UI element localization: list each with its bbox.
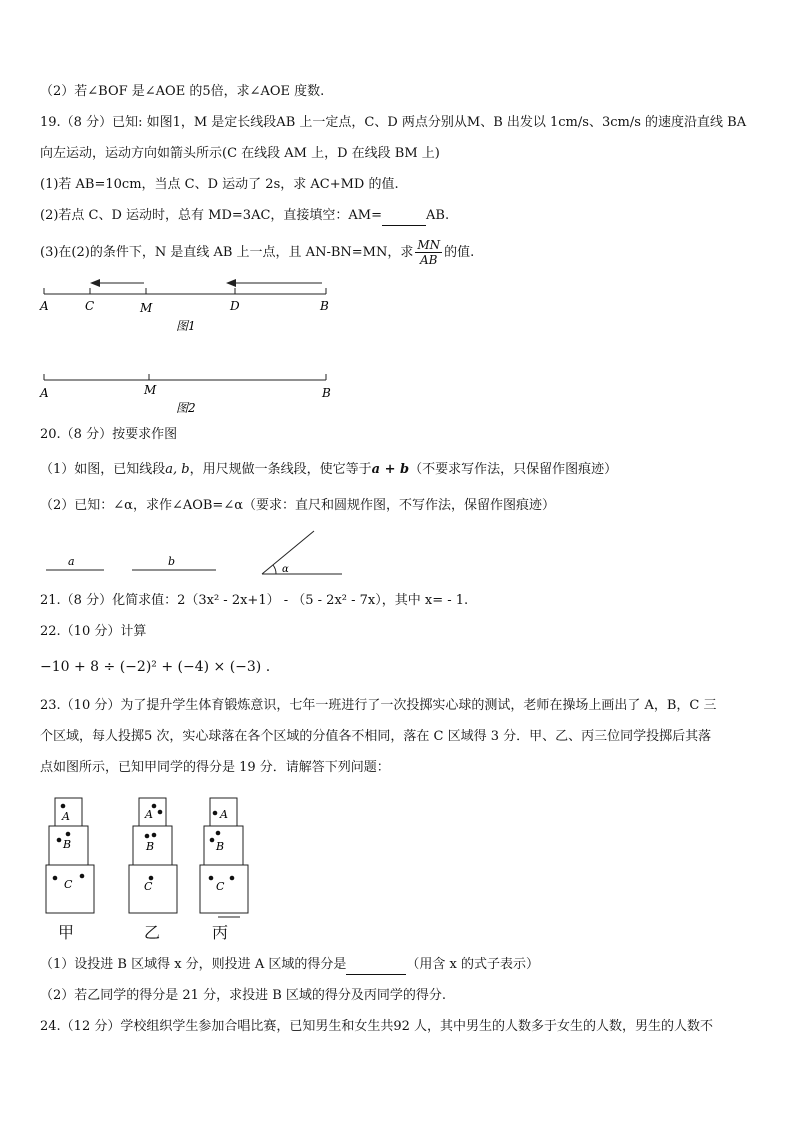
jia-label-a: A: [62, 810, 70, 823]
q20-part1-before: （1）如图，已知线段: [40, 462, 166, 477]
q22-expression: −10 + 8 ÷ (−2)² + (−4) × (−3) .: [40, 659, 271, 675]
q20-part1-expr: a + b: [371, 462, 410, 477]
bing-label-c: C: [216, 880, 225, 893]
q23-part1-after: （用含 x 的式子表示）: [406, 957, 539, 972]
yi-zone-c: [129, 865, 177, 913]
q23-part1-before: （1）设投进 B 区域得 x 分，则投进 A 区域的得分是: [40, 957, 347, 972]
q18-part2: （2）若∠BOF 是∠AOE 的5倍，求∠AOE 度数.: [40, 84, 325, 99]
q24-stem: 24.（12 分）学校组织学生参加合唱比赛，已知男生和女生共92 人，其中男生的人数多于女生的人数，男生的人数不: [40, 1019, 714, 1034]
yi-label-b: B: [146, 840, 155, 853]
q22-stem: 22.（10 分）计算: [40, 624, 147, 639]
q20-figure: [0, 525, 794, 580]
q20-part1: [40, 461, 617, 479]
q19-part3-before: (3)在(2)的条件下，N 是直线 AB 上一点，且 AN-BN=MN，求: [40, 245, 414, 260]
q20-stem: 20.（8 分）按要求作图: [40, 427, 178, 442]
q20-part1-vars: a, b: [165, 462, 190, 477]
q19-stem-line1: 19.（8 分）已知: 如图1，M 是定长线段AB 上一定点，C、D 两点分别从M、B 出发以 1cm/s、3cm/s 的速度沿直线 BA: [40, 115, 747, 130]
jia-label-b: B: [63, 838, 72, 851]
q19-part3-fraction: [415, 238, 442, 267]
q20-part2: （2）已知：∠α，求作∠AOB=∠α（要求：直尺和圆规作图，不写作法，保留作图痕迹）: [40, 498, 555, 513]
q23-stem-line1: 23.（10 分）为了提升学生体育锻炼意识，七年一班进行了一次投掷实心球的测试，老师在操场上画出了 A，B，C 三: [40, 698, 717, 713]
q19-part2: [40, 207, 449, 226]
fig2-label-a: A: [40, 386, 49, 400]
q19-part2-blank: [382, 207, 426, 226]
fraction-denominator: AB: [420, 253, 438, 267]
fig1-label-b: B: [320, 299, 329, 313]
fig1-label-a: A: [40, 299, 49, 313]
q19-part2-before: (2)若点 C、D 运动时，总有 MD=3AC，直接填空：AM=: [40, 208, 383, 223]
fig1-caption: 图1: [176, 319, 196, 333]
fig2-caption: 图2: [176, 401, 196, 415]
label-jia: 甲: [58, 923, 75, 942]
angle-alpha-label: α: [282, 564, 289, 575]
fig2-label-b: B: [322, 386, 331, 400]
label-yi: 乙: [144, 923, 161, 942]
q19-stem-line2: 向左运动，运动方向如箭头所示(C 在线段 AM 上，D 在线段 BM 上): [40, 146, 440, 161]
q23-stem-line2: 个区域，每人投掷5 次，实心球落在各个区域的分值各不相同，落在 C 区域得 3 分．甲、乙、丙三位同学投掷后其落: [40, 729, 712, 744]
q19-figure1: [0, 270, 794, 340]
fraction-numerator: MN: [417, 238, 441, 252]
q23-part2: （2）若乙同学的得分是 21 分，求投进 B 区域的得分及丙同学的得分.: [40, 988, 447, 1003]
fig1-label-d: D: [230, 299, 240, 313]
bing-label-b: B: [216, 840, 225, 853]
q19-part1: (1)若 AB=10cm，当点 C、D 运动了 2s，求 AC+MD 的值.: [40, 177, 399, 192]
q23-stem-line3: 点如图所示，已知甲同学的得分是 19 分．请解答下列问题：: [40, 760, 390, 775]
q20-part1-mid: ，用尺规做一条线段，使它等于: [189, 462, 372, 477]
fig2-label-m: M: [144, 383, 157, 397]
q23-part1-blank: [346, 956, 406, 975]
q23-figure: [0, 790, 794, 920]
yi-label-a: A: [145, 808, 153, 821]
q19-part3-after: 的值.: [444, 245, 475, 260]
label-bing: 丙: [212, 923, 229, 942]
yi-label-c: C: [144, 880, 153, 893]
q19-part2-after: AB.: [426, 208, 450, 223]
bing-label-a: A: [220, 808, 228, 821]
q23-part1: [40, 956, 539, 975]
jia-label-c: C: [64, 878, 73, 891]
q19-part3: [40, 234, 474, 272]
segment-b-label: b: [168, 555, 176, 568]
q21-text: 21.（8 分）化简求值：2（3x² - 2x+1） - （5 - 2x² - 7x），其中 x= - 1.: [40, 593, 469, 608]
segment-a-label: a: [68, 555, 75, 568]
q19-figure2: [0, 368, 794, 418]
fig1-label-m: M: [140, 301, 153, 315]
fig1-label-c: C: [85, 299, 95, 313]
q20-part1-after: （不要求写作法，只保留作图痕迹）: [409, 462, 618, 477]
